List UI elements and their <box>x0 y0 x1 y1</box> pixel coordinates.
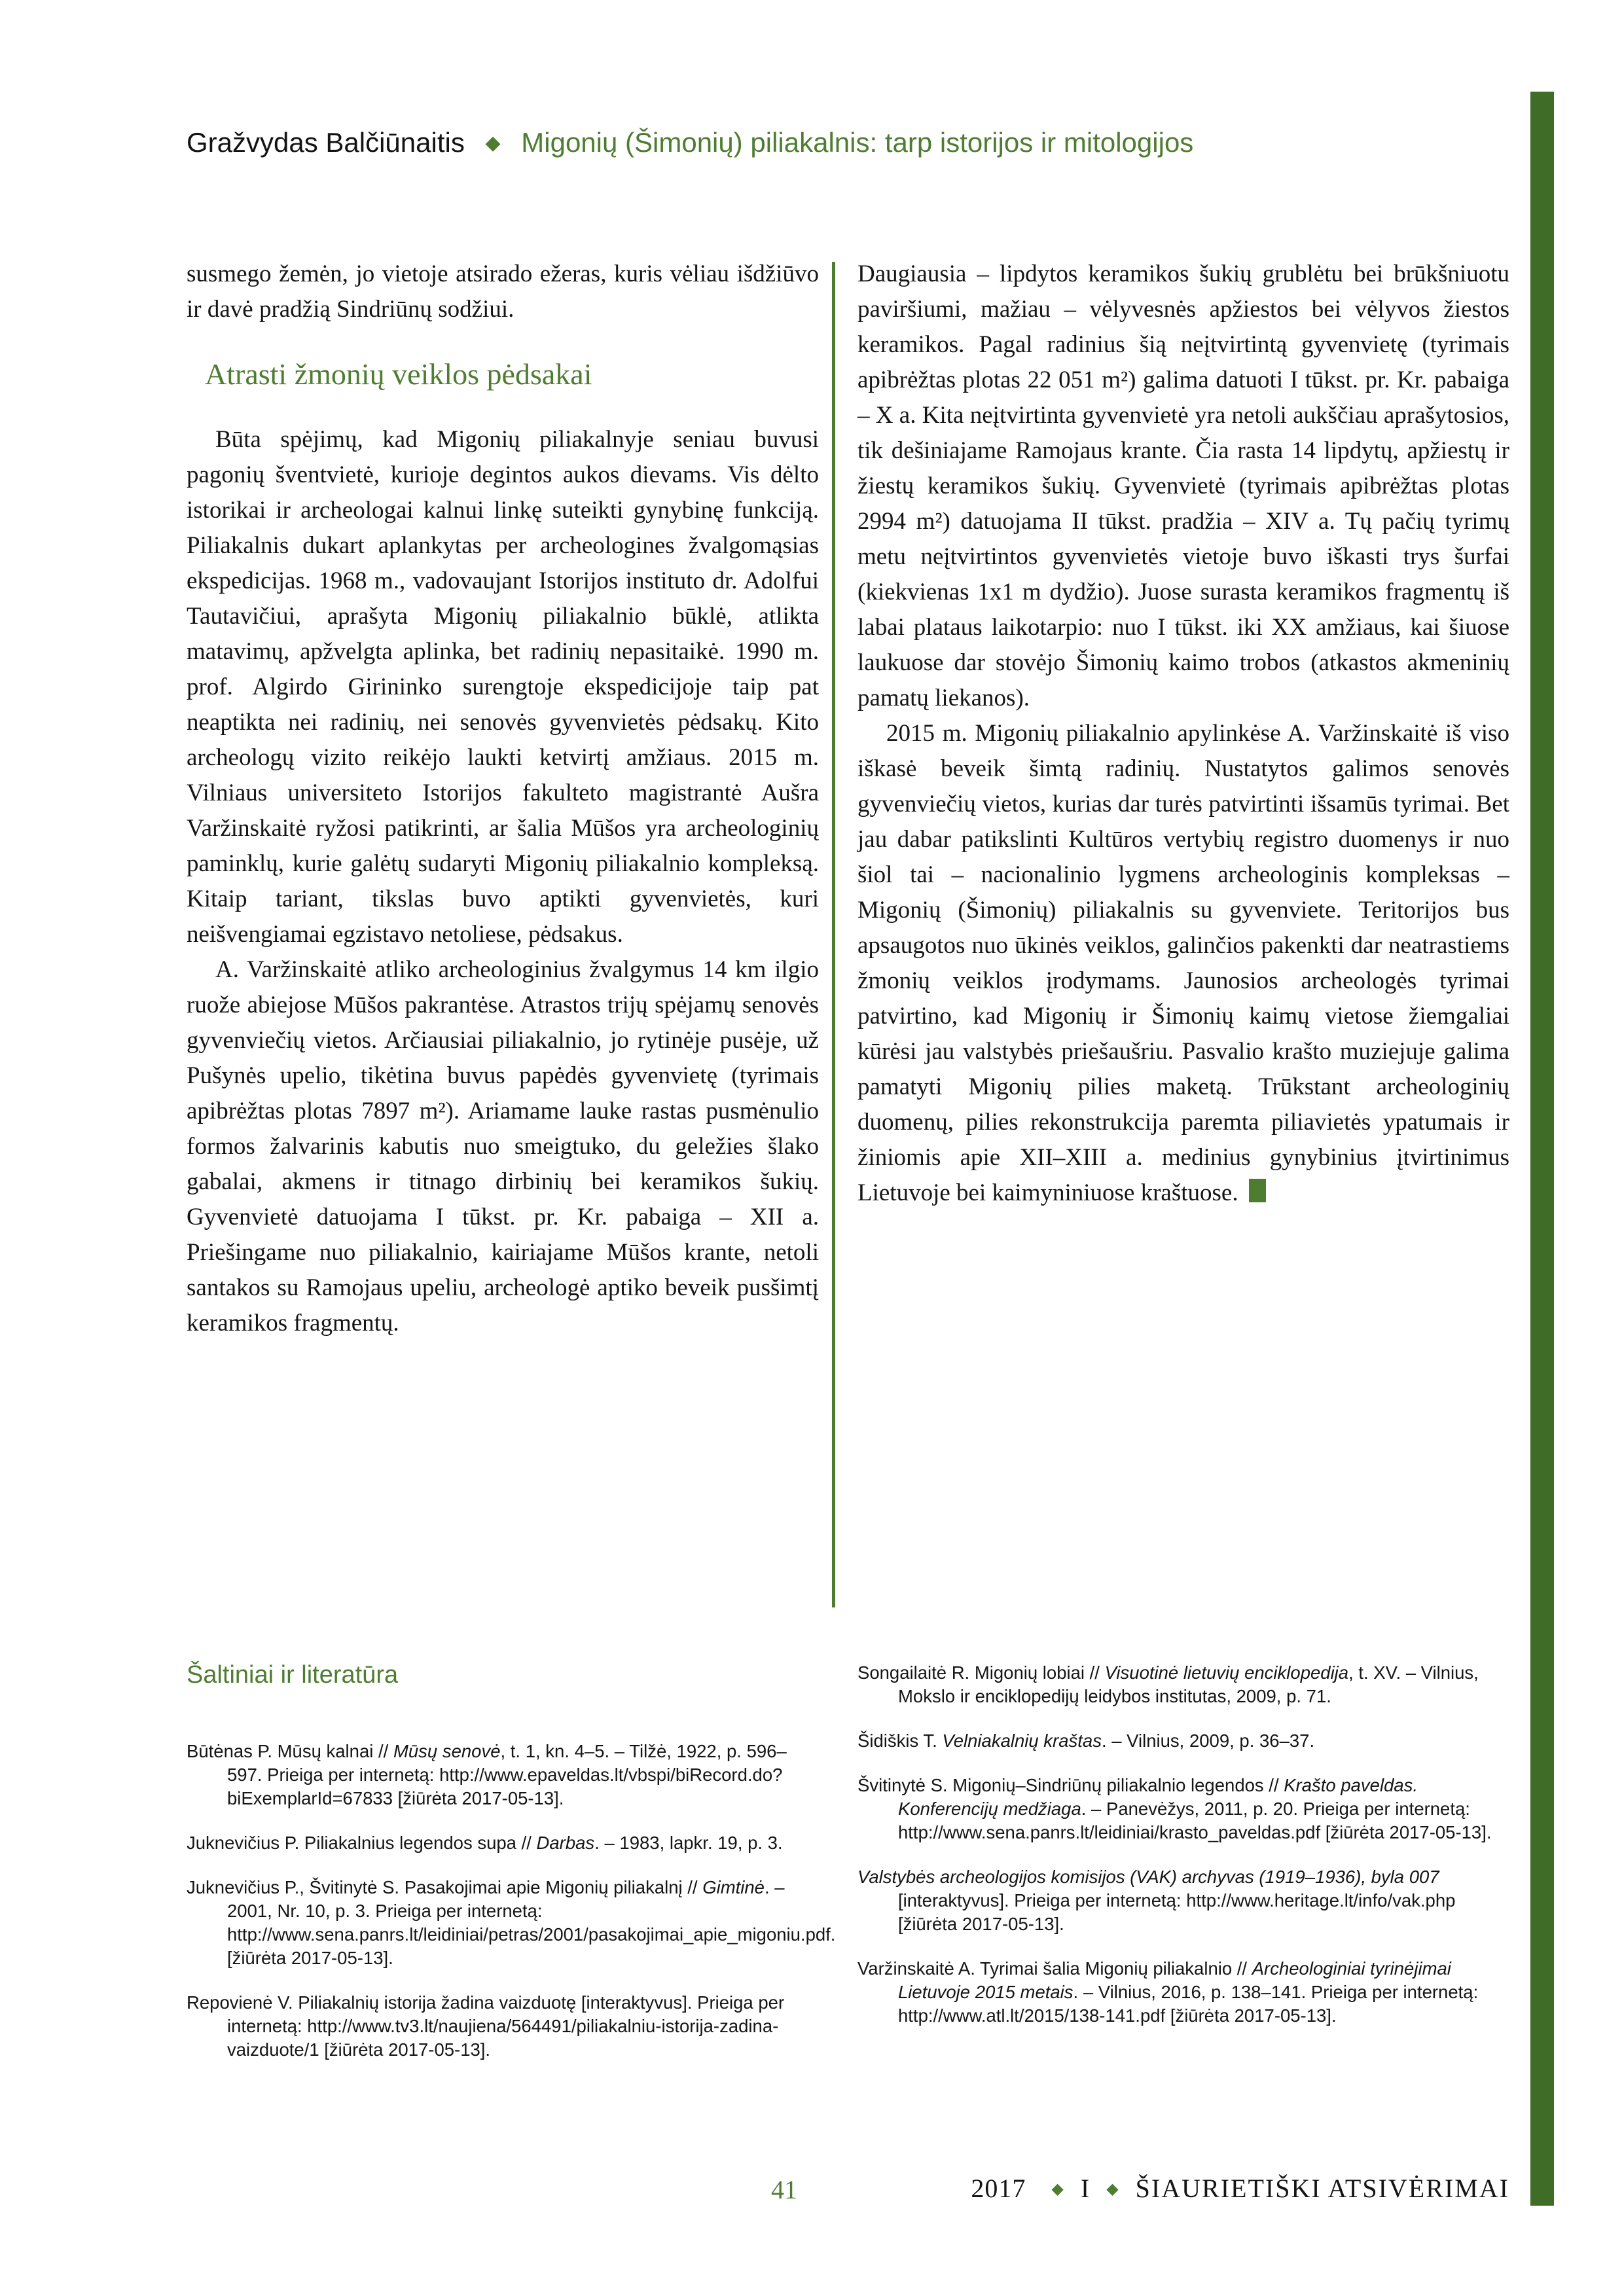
right-text-column <box>857 257 1509 1211</box>
footer-year: 2017 <box>971 2174 1026 2203</box>
footer-issue-number: I <box>1080 2174 1091 2203</box>
left-text-column <box>187 257 819 1341</box>
references-column-right <box>857 1661 1509 2049</box>
page-header <box>187 127 1515 158</box>
section-heading: Atrasti žmonių veiklos pėdsakai <box>205 357 592 391</box>
footer-journal-title: ŠIAURIETIŠKI ATSIVĖRIMAI <box>1135 2174 1509 2203</box>
reference-item: Valstybės archeologijos komisijos (VAK) archyvas (1919–1936), byla 007 [interaktyvus]. Prieiga per internetą: http://www.heritage.lt/info/vak.php [žiūrėta 2017-05-13]. <box>857 1867 1456 1934</box>
page-number: 41 <box>771 2175 797 2204</box>
reference-item: Šidiškis T. Velniakalnių kraštas. – Vilnius, 2009, p. 36–37. <box>857 1731 1315 1751</box>
footer-journal-line <box>857 2173 1509 2204</box>
diamond-separator-icon: ◆ <box>485 132 501 154</box>
paragraph: A. Varžinskaitė atliko archeologinius žvalgymus 14 km ilgio ruože abiejose Mūšos pakrantėse. Atrastos trijų spėjamų senovės gyvenviečių vietos. Arčiausiai piliakalnio, jo rytinėje pusėje, už Pušynės upelio, tikėtina buvus papėdės gyvenvietę (tyrimais apibrėžtas plotas 7897 m²). Ariamame lauke rastas pusmėnulio formos žalvarinis kabutis nuo smeigtuko, du geležies šlako gabalai, akmens ir titnago dirbinių bei keramikos šukių. Gyvenvietė datuojama I tūkst. pr. Kr. pabaiga – XII a. Priešingame nuo piliakalnio, kairiajame Mūšos krante, netoli santakos su Ramojaus upeliu, archeologė aptiko beveik pusšimtį keramikos fragmentų. <box>187 956 819 1337</box>
paragraph-continuation: Daugiausia – lipdytos keramikos šukių grublėtu bei brūkšniuotu paviršiumi, mažiau – vėlyvesnės apžiestos bei vėlyvos žiestos keramikos. Pagal radinius šią neįtvirtintą gyvenvietę (tyrimais apibrėžtas plotas 22 051 m²) galima datuoti I tūkst. pr. Kr. pabaiga – X a. Kita neįtvirtinta gyvenvietė yra netoli aukščiau aprašytosios, tik dešiniajame Ramojaus krante. Čia rasta 14 lipdytų, apžiestų ir žiestų keramikos šukių. Gyvenvietė (tyrimais apibrėžtas plotas 2994 m²) datuojama II tūkst. pradžia – XIV a. Tų pačių tyrimų metu neįtvirtintos gyvenvietės vietoje buvo iškasti trys šurfai (kiekvienas 1x1 m dydžio). Juose surasta keramikos fragmentų iš labai plataus laikotarpio: nuo I tūkst. iki XX amžiaus, kai šiuose laukuose dar stovėjo Šimonių kaimo trobos (atkastos akmeninių pamatų liekanos). <box>857 260 1509 711</box>
paragraph <box>857 716 1509 1211</box>
reference-item: Švitinytė S. Migonių–Sindriūnų piliakalnio legendos // Krašto paveldas. Konferencijų medžiaga. – Panevėžys, 2011, p. 20. Prieiga per internetą: http://www.sena.panrs.lt/leidiniai/krasto_paveldas.pdf [žiūrėta 2017-05-13]. <box>857 1775 1492 1842</box>
reference-item: Repovienė V. Piliakalnių istorija žadina vaizduotę [interaktyvus]. Prieiga per internetą: http://www.tv3.lt/naujiena/564491/piliakalniu-istorija-zadina-vaizduote/1 [žiūrėta 2017-05-13]. <box>187 1992 785 2060</box>
paragraph: Būta spėjimų, kad Migonių piliakalnyje seniau buvusi pagonių šventvietė, kurioje degintos aukos dievams. Vis dėlto istorikai ir archeologai kalnui linkę suteikti gynybinę funkciją. Piliakalnis dukart aplankytas per archeologines žvalgomąsias ekspedicijas. 1968 m., vadovaujant Istorijos instituto dr. Adolfui Tautavičiui, aprašyta Migonių piliakalnio būklė, atlikta matavimų, apžvelgta aplinka, bet radinių nepasitaikė. 1990 m. prof. Algirdo Girininko surengtoje ekspedicijoje taip pat neaptikta nei radinių, nei senovės gyvenvietės pėdsakų. Kito archeologų vizito reikėjo laukti ketvirtį amžiaus. 2015 m. Vilniaus universiteto Istorijos fakulteto magistrantė Aušra Varžinskaitė ryžosi patikrinti, ar šalia Mūšos yra archeologinių paminklų, kurie galėtų sudaryti Migonių piliakalnio kompleksą. Kitaip tariant, tikslas buvo aptikti gyvenvietės, kuri neišvengiamai egzistavo netoliese, pėdsakus. <box>187 426 819 948</box>
end-of-article-icon <box>1249 1179 1266 1202</box>
reference-item: Juknevičius P., Švitinytė S. Pasakojimai apie Migonių piliakalnį // Gimtinė. – 2001, Nr. 10, p. 3. Prieiga per internetą: http://www.sena.panrs.lt/leidiniai/petras/2001/pasakojimai_apie_migoniu.pdf. [žiūrėta 2017-05-13]. <box>187 1877 836 1968</box>
diamond-separator-icon: ◆ <box>1106 2181 1119 2198</box>
references-heading: Šaltiniai ir literatūra <box>187 1661 399 1689</box>
reference-item: Būtėnas P. Mūsų kalnai // Mūsų senovė, t. 1, kn. 4–5. – Tilžė, 1922, p. 596–597. Prieiga per internetą: http://www.epaveldas.lt/vbspi/biRecord.do?biExemplarId=67833 [žiūrėta 2017-05-13]. <box>187 1741 787 1808</box>
right-edge-accent-bar <box>1530 92 1554 2206</box>
diamond-separator-icon: ◆ <box>1051 2181 1064 2198</box>
paragraph-continuation: susmego žemėn, jo vietoje atsirado ežeras, kuris vėliau išdžiūvo ir davė pradžią Sindriūnų sodžiui. <box>187 260 819 323</box>
reference-item: Varžinskaitė A. Tyrimai šalia Migonių piliakalnio // Archeologiniai tyrinėjimai Lietuvoje 2015 metais. – Vilnius, 2016, p. 138–141. Prieiga per internetą: http://www.atl.lt/2015/138-141.pdf [žiūrėta 2017-05-13]. <box>857 1958 1479 2026</box>
article-title: Migonių (Šimonių) piliakalnis: tarp istorijos ir mitologijos <box>521 127 1194 158</box>
paragraph-text: 2015 m. Migonių piliakalnio apylinkėse A. Varžinskaitė iš viso iškasė beveik šimtą radinių. Nustatytos galimos senovės gyvenviečių vietos, kurias dar turės patvirtinti išsamūs tyrimai. Bet jau dabar patikslinti Kultūros vertybių registro duomenys ir nuo šiol tai – nacionalinio lygmens archeologinis kompleksas – Migonių (Šimonių) piliakalnis su gyvenviete. Teritorijos bus apsaugotos nuo ūkinės veiklos, galinčios pakenkti dar neatrastiems žmonių veiklos įrodymams. Jaunosios archeologės tyrimai patvirtino, kad Migonių ir Šimonių kaimų vietose žiemgaliai kūrėsi jau valstybės priešaušriu. Pasvalio krašto muziejuje galima pamatyti Migonių pilies maketą. Trūkstant archeologinių duomenų, pilies rekonstrukcija paremta piliavietės ypatumais ir žiniomis apie XII–XIII a. medinius gynybinius įtvirtinimus Lietuvoje bei kaimyniniuose kraštuose. <box>857 720 1509 1206</box>
references-column-left <box>187 1740 836 2083</box>
author-name: Gražvydas Balčiūnaitis <box>187 127 465 158</box>
reference-item: Juknevičius P. Piliakalnius legendos supa // Darbas. – 1983, lapkr. 19, p. 3. <box>187 1833 783 1853</box>
reference-item: Songailaitė R. Migonių lobiai // Visuotinė lietuvių enciklopedija, t. XV. – Vilnius, Mokslo ir enciklopedijų leidybos institutas, 2009, p. 71. <box>857 1662 1479 1706</box>
column-divider-rule <box>832 262 835 1607</box>
